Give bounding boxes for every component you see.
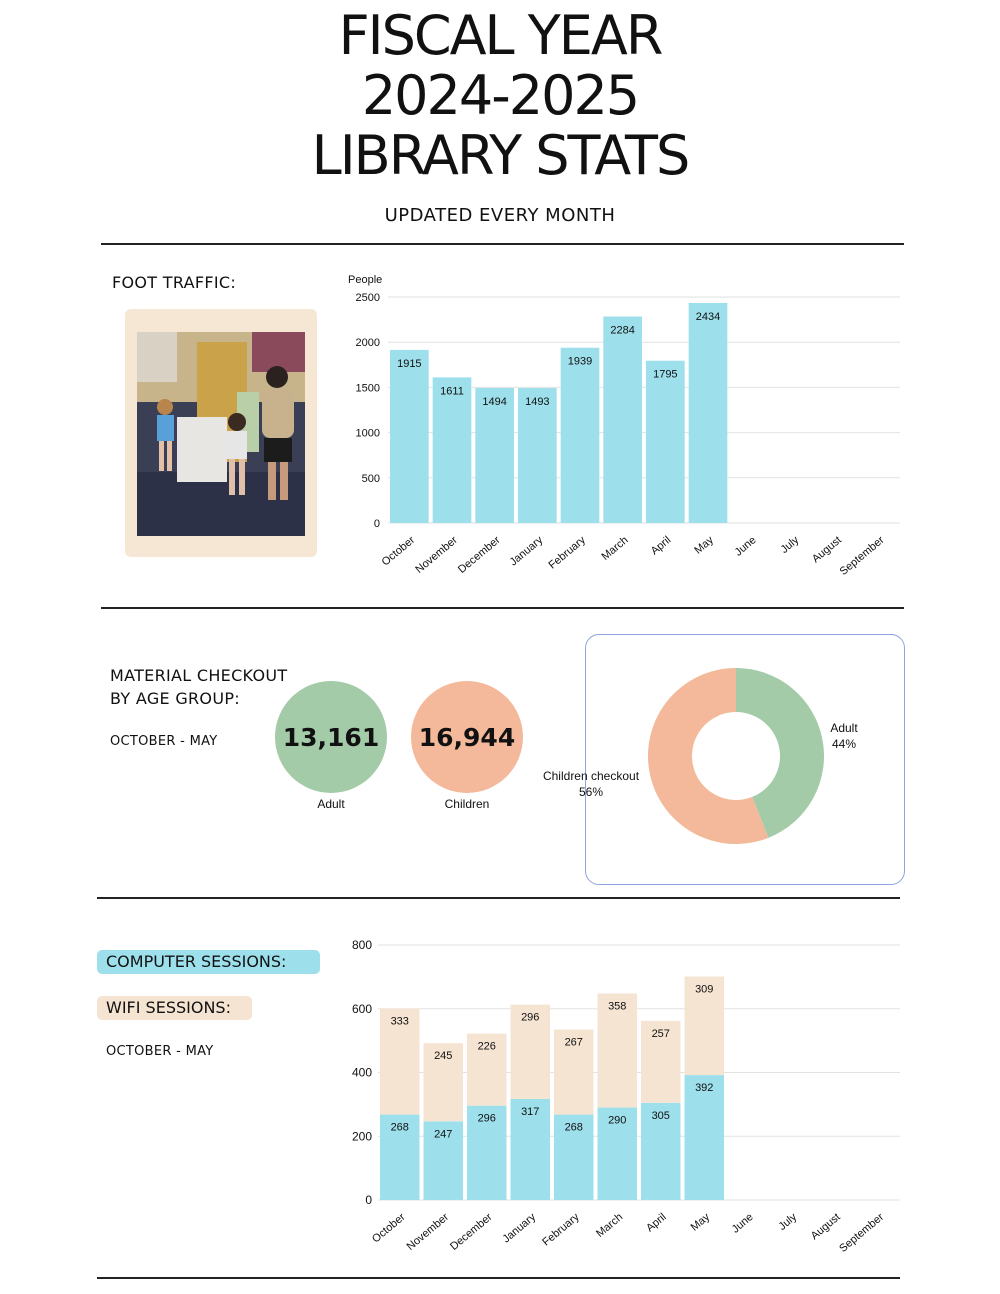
adult-checkout-value: 13,161 (282, 722, 380, 752)
data-label: 226 (477, 1040, 496, 1053)
x-tick-label: September (837, 1211, 887, 1255)
data-label: 2434 (695, 310, 721, 323)
page-title (0, 6, 1000, 186)
data-label: 309 (695, 983, 714, 996)
y-tick-label: 500 (361, 472, 380, 485)
adult-checkout-label: Adult (317, 797, 345, 811)
bar-march (603, 317, 642, 523)
data-label: 1915 (397, 357, 422, 370)
page-subtitle: UPDATED EVERY MONTH (384, 205, 616, 226)
x-tick-label: October (379, 534, 418, 569)
data-label: 1795 (653, 368, 678, 381)
x-tick-label: September (837, 534, 887, 578)
x-tick-label: December (448, 1211, 495, 1253)
x-tick-label: February (546, 534, 588, 572)
y-tick-label: 0 (365, 1193, 372, 1207)
data-label: 2284 (610, 324, 635, 337)
title-line-2: 2024-2025 (361, 64, 639, 127)
y-axis-label: People (348, 274, 383, 286)
donut-label: Adult (830, 721, 858, 735)
y-tick-label: 2500 (355, 292, 380, 304)
x-tick-label: January (500, 1211, 539, 1246)
material-checkout-label-line1: MATERIAL CHECKOUT (110, 666, 288, 685)
x-tick-label: April (644, 1211, 669, 1235)
data-label: 392 (695, 1082, 714, 1095)
y-tick-label: 1000 (355, 427, 380, 440)
divider-bottom (97, 1277, 900, 1279)
data-label: 257 (651, 1027, 670, 1040)
data-label: 290 (608, 1114, 627, 1127)
bar-october (390, 350, 429, 523)
x-tick-label: January (507, 534, 546, 569)
data-label: 1939 (567, 355, 593, 368)
donut-label: 56% (578, 785, 604, 799)
material-checkout-label-line2: BY AGE GROUP: (110, 689, 240, 708)
x-tick-label: August (808, 1211, 843, 1243)
y-tick-label: 600 (351, 1001, 372, 1016)
x-tick-label: August (809, 534, 844, 566)
y-tick-label: 200 (351, 1129, 372, 1144)
x-tick-label: October (369, 1211, 408, 1246)
x-tick-label: November (404, 1211, 452, 1253)
data-label: 296 (477, 1112, 496, 1125)
x-tick-label: November (413, 534, 460, 576)
data-label: 1494 (482, 395, 507, 408)
children-checkout-label: Children (444, 797, 490, 811)
x-tick-label: March (599, 534, 631, 563)
computer-sessions-label: COMPUTER SESSIONS: (106, 952, 287, 971)
sessions-chart (330, 930, 920, 1270)
wifi-sessions-label: WIFI SESSIONS: (106, 998, 231, 1017)
y-tick-label: 400 (351, 1065, 372, 1080)
sessions-period: OCTOBER - MAY (106, 1044, 214, 1059)
children-checkout-circle (411, 681, 523, 793)
bar-april (646, 361, 685, 523)
bar-january (518, 388, 557, 523)
data-label: 305 (651, 1109, 670, 1122)
donut-label: Children checkout (542, 769, 640, 783)
x-tick-label: June (732, 534, 759, 559)
bar-december (475, 388, 514, 523)
data-label: 296 (521, 1011, 540, 1024)
x-tick-label: February (540, 1211, 582, 1249)
title-line-1: FISCAL YEAR (338, 4, 662, 67)
title-line-3: LIBRARY STATS (311, 124, 689, 187)
donut-label: 44% (831, 737, 857, 751)
divider-lower (97, 897, 900, 899)
y-tick-label: 0 (373, 518, 380, 530)
data-label: 245 (434, 1050, 453, 1063)
computer-sessions-legend (97, 950, 320, 974)
divider-top (101, 243, 904, 245)
data-label: 268 (564, 1121, 583, 1134)
data-label: 268 (390, 1121, 409, 1134)
children-checkout-value: 16,944 (418, 722, 516, 752)
adult-checkout-circle (275, 681, 387, 793)
x-tick-label: March (594, 1211, 626, 1240)
foot-traffic-label: FOOT TRAFFIC: (112, 273, 237, 292)
y-tick-label: 800 (351, 938, 372, 952)
data-label: 247 (434, 1128, 453, 1141)
x-tick-label: May (688, 1211, 713, 1234)
checkout-donut-chart (520, 634, 904, 884)
x-tick-label: July (776, 1211, 800, 1233)
divider-middle (101, 607, 904, 609)
x-tick-label: April (648, 534, 674, 558)
data-label: 267 (564, 1036, 583, 1049)
data-label: 333 (390, 1015, 409, 1028)
library-photo (137, 332, 305, 536)
y-tick-label: 2000 (355, 337, 380, 350)
bar-may (689, 303, 728, 523)
data-label: 317 (521, 1105, 540, 1118)
library-photo-illustration (137, 332, 305, 536)
x-tick-label: December (456, 534, 503, 576)
x-tick-label: May (692, 534, 716, 557)
y-tick-label: 1500 (355, 382, 380, 395)
data-label: 1493 (525, 396, 550, 409)
material-checkout-period: OCTOBER - MAY (110, 734, 218, 749)
x-tick-label: July (778, 534, 802, 556)
bar-february (561, 348, 600, 523)
foot-traffic-chart (340, 268, 920, 598)
wifi-sessions-legend (97, 996, 252, 1020)
data-label: 1611 (440, 385, 464, 398)
data-label: 358 (608, 1000, 627, 1013)
x-tick-label: June (729, 1211, 756, 1236)
bar-november (433, 377, 472, 523)
